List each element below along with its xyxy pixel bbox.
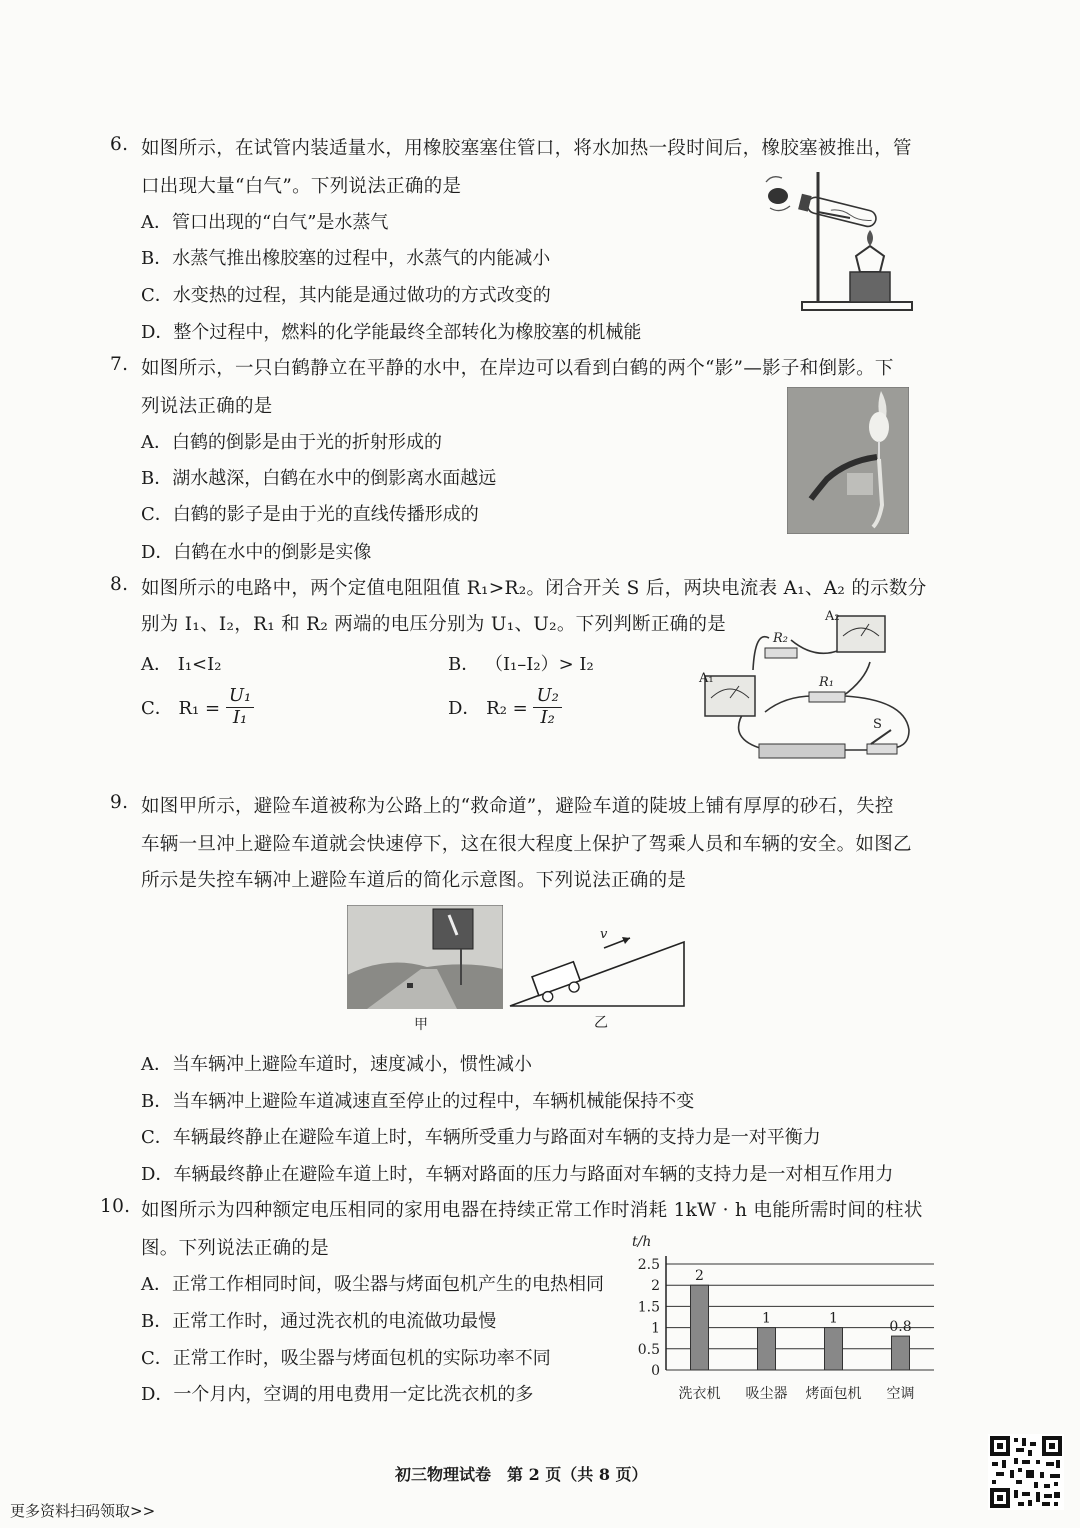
q8-option-a: A． I₁<I₂: [141, 654, 222, 675]
q9-option-c: C．车辆最终静止在避险车道上时，车辆所受重力与路面对车辆的支持力是一对平衡力: [141, 1127, 821, 1148]
q6-stem-line2: 口出现大量“白气”。下列说法正确的是: [141, 176, 462, 197]
bar: [758, 1328, 776, 1370]
x-category-label: 吸尘器: [745, 1386, 788, 1402]
q9-option-a: A．当车辆冲上避险车道时，速度减小，惯性减小: [141, 1054, 532, 1075]
q9-option-d: D．车辆最终静止在避险车道上时，车辆对路面的压力与路面对车辆的支持力是一对相互作用力: [141, 1164, 894, 1185]
q6-number: 6.: [110, 134, 129, 155]
q7-option-d: D．白鹤在水中的倒影是实像: [141, 542, 372, 563]
q8-stem-line2: 别为 I₁、I₂，R₁ 和 R₂ 两端的电压分别为 U₁、U₂。下列判断正确的是: [141, 614, 727, 635]
q9-number: 9.: [110, 792, 129, 813]
q7-option-a: A．白鹤的倒影是由于光的折射形成的: [141, 432, 442, 453]
q8-option-d: [448, 686, 562, 728]
figure-label-yi: 乙: [594, 1015, 608, 1031]
q6-option-c: C．水变热的过程，其内能是通过做功的方式改变的: [141, 285, 551, 306]
label-a1: A₁: [699, 671, 714, 686]
resistor-r2: [765, 648, 797, 658]
q8-option-c-fraction: [226, 686, 254, 728]
q8-option-d-fraction: [533, 686, 561, 728]
circuit-diagram: [695, 600, 925, 770]
crane-photo: [787, 387, 909, 534]
q7-stem-line1: 如图所示，一只白鹤静立在平静的水中，在岸边可以看到白鹤的两个“影”—影子和倒影。下: [141, 358, 894, 379]
q8-option-d-prefix: D． R₂ =: [448, 698, 528, 720]
q8-option-b: B． （I₁–I₂）> I₂: [448, 654, 594, 675]
escape-lane-photo: [347, 905, 503, 1009]
incline-diagram: [508, 922, 688, 1008]
q8-option-c-denominator: I₁: [232, 706, 248, 728]
label-r1: R₁: [819, 675, 834, 690]
velocity-label: v: [600, 927, 608, 942]
y-tick-label: 0: [651, 1363, 660, 1379]
q10-option-a: A．正常工作相同时间，吸尘器与烤面包机产生的电热相同: [141, 1274, 604, 1295]
q10-option-d: D．一个月内，空调的用电费用一定比洗衣机的多: [141, 1384, 534, 1405]
label-r2: R₂: [773, 631, 788, 646]
x-category-label: 烤面包机: [805, 1386, 862, 1402]
qr-caption: 更多资料扫码领取>>: [10, 1502, 156, 1520]
test-tube-apparatus-figure: [760, 168, 920, 316]
ammeter-a2: [837, 616, 885, 652]
q8-option-c: [141, 686, 254, 728]
label-a2: A₂: [825, 609, 840, 624]
y-tick-label: 2: [651, 1278, 660, 1295]
bar-chart: [620, 1232, 940, 1404]
x-category-label: 空调: [886, 1386, 915, 1402]
y-axis-label: t/h: [632, 1234, 652, 1250]
q8-option-c-numerator: U₁: [226, 686, 254, 708]
q10-option-b: B．正常工作时，通过洗衣机的电流做功最慢: [141, 1311, 497, 1332]
page-footer: 初三物理试卷 第 2 页（共 8 页）: [395, 1465, 648, 1484]
bar-value-label: 0.8: [889, 1319, 912, 1336]
q6-option-a: A．管口出现的“白气”是水蒸气: [141, 212, 389, 233]
bar-value-label: 1: [829, 1310, 838, 1327]
q7-option-b: B．湖水越深，白鹤在水中的倒影离水面越远: [141, 468, 497, 489]
q7-option-c: C．白鹤的影子是由于光的直线传播形成的: [141, 504, 479, 525]
q10-stem-line1: 如图所示为四种额定电压相同的家用电器在持续正常工作时消耗 1kW · h 电能所需时间的柱状: [141, 1200, 923, 1221]
q9-stem-line3: 所示是失控车辆冲上避险车道后的简化示意图。下列说法正确的是: [141, 870, 687, 891]
resistor-r1: [809, 692, 845, 702]
battery-box: [759, 744, 845, 758]
q9-stem-line2: 车辆一旦冲上避险车道就会快速停下，这在很大程度上保护了驾乘人员和车辆的安全。如图乙: [141, 834, 912, 855]
q6-stem-line1: 如图所示，在试管内装适量水，用橡胶塞塞住管口，将水加热一段时间后，橡胶塞被推出，管: [141, 138, 912, 159]
q8-option-d-denominator: I₂: [540, 706, 555, 728]
q9-option-b: B．当车辆冲上避险车道减速直至停止的过程中，车辆机械能保持不变: [141, 1091, 695, 1112]
bar: [825, 1328, 843, 1370]
q6-option-b: B．水蒸气推出橡胶塞的过程中，水蒸气的内能减小: [141, 248, 551, 269]
q7-stem-line2: 列说法正确的是: [141, 396, 273, 417]
q8-option-c-prefix: C． R₁ =: [141, 698, 221, 720]
q7-number: 7.: [110, 354, 129, 375]
label-s: S: [873, 717, 882, 732]
switch-s: [867, 730, 897, 754]
bar-value-label: 2: [695, 1268, 704, 1285]
y-tick-label: 2.5: [637, 1257, 660, 1273]
x-category-label: 洗衣机: [678, 1386, 721, 1402]
bar-value-label: 1: [762, 1310, 771, 1327]
q10-option-c: C．正常工作时，吸尘器与烤面包机的实际功率不同: [141, 1348, 551, 1369]
bar: [892, 1336, 910, 1370]
q8-stem-line1: 如图所示的电路中，两个定值电阻阻值 R₁>R₂。闭合开关 S 后，两块电流表 A₁、A₂ 的示数分: [141, 578, 927, 599]
q6-option-d: D．整个过程中，燃料的化学能最终全部转化为橡胶塞的机械能: [141, 322, 642, 343]
q8-number: 8.: [110, 574, 129, 595]
q9-stem-line1: 如图甲所示，避险车道被称为公路上的“救命道”，避险车道的陡坡上铺有厚厚的砂石，失控: [141, 796, 894, 817]
q10-stem-line2: 图。下列说法正确的是: [141, 1238, 330, 1259]
q10-number: 10.: [100, 1196, 131, 1217]
figure-label-jia: 甲: [414, 1017, 428, 1033]
y-tick-label: 0.5: [637, 1341, 660, 1358]
bar: [691, 1285, 709, 1370]
qr-code-icon: [988, 1434, 1064, 1510]
y-tick-label: 1.5: [637, 1299, 660, 1316]
y-tick-label: 1: [651, 1320, 660, 1337]
q8-option-d-numerator: U₂: [533, 686, 561, 708]
